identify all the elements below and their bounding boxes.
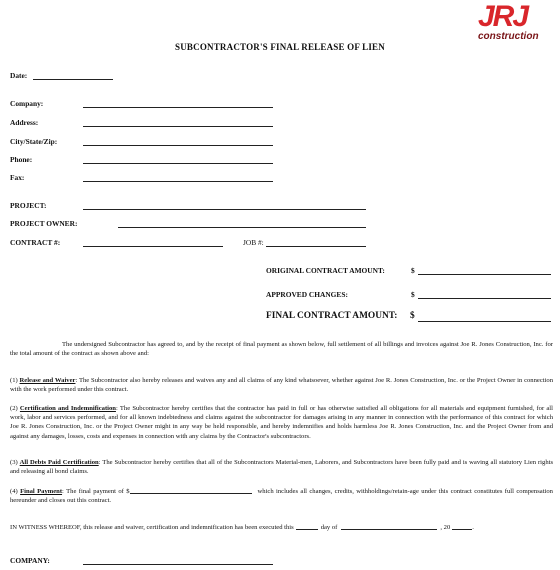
witness-day-of: day of [320,524,338,531]
section-heading: All Debts Paid Certification [19,459,99,466]
contract-number-field[interactable] [83,246,223,247]
date-label: Date: [10,71,28,80]
final-contract-amount-label: FINAL CONTRACT AMOUNT: [266,311,398,321]
city-state-zip-label: City/State/Zip: [10,137,58,146]
approved-changes-label: APPROVED CHANGES: [266,290,348,299]
original-contract-amount-field[interactable] [418,274,551,275]
address-label: Address: [10,118,39,127]
project-owner-field[interactable] [118,227,366,228]
witness-statement [10,522,553,532]
company-field[interactable] [83,107,273,108]
section-heading: Certification and Indemnification [19,405,116,412]
intro-paragraph: The undersigned Subcontractor has agreed to, and by the receipt of final payment as shown below, full settlement of all billings and invoices against Joe R. Jones Construction, Inc. for the total amount of the contract as shown above and: [10,341,553,358]
job-number-field[interactable] [266,246,366,247]
project-owner-label: PROJECT OWNER: [10,219,78,228]
contract-number-label: CONTRACT #: [10,238,61,247]
original-contract-amount-label: ORIGINAL CONTRACT AMOUNT: [266,266,385,275]
project-label: PROJECT: [10,201,47,210]
section-certification-indemnification [10,404,553,441]
city-state-zip-field[interactable] [83,145,273,146]
section-body: : The Subcontractor hereby certifies that all of the Subcontractors Material-men, Laborers, and Subcontractors have been fully paid and is waving all statutory Lien rights and releasing all bond claims. [10,459,554,476]
witness-year-prefix: , 20 [440,524,451,531]
date-field[interactable] [33,79,113,80]
witness-day-field[interactable] [296,522,318,530]
witness-text: IN WITNESS WHEREOF, this release and waiver, certification and indemnification has been executed this [10,524,294,531]
section-release-waiver [10,376,553,394]
company-label: Company: [10,99,44,108]
section-number: (1) [10,377,18,384]
footer-company-label: COMPANY: [10,556,50,565]
final-contract-amount-field[interactable] [418,321,551,322]
section-body: : The Subcontractor hereby certifies that the contractor has paid in full or has otherwise satisfied all obligations for all materials and equipment furnished, for all work, labor and services performed, and for all known indebtedness and claims against the subcontractor for damages arising in any manner in connection with the performance of this contract for which Joe R. Jones Construction, Inc. or the Project Owner might in any way be held responsible, and hereby indemnifies and holds harmless Joe R. Jones Construction, Inc. and the Project Owner from and against any damages, losses, costs and expenses in connection with any claims by the Contractor's subcontractors. [10,405,553,440]
company-logo: JRJ [478,0,528,33]
witness-period: . [472,524,474,531]
job-number-label: JOB #: [243,238,264,247]
footer-company-field[interactable] [83,564,273,565]
currency-sign: $ [411,266,415,275]
witness-year-field[interactable] [452,522,472,530]
final-payment-field[interactable] [130,486,252,494]
section-number: (2) [10,405,18,412]
section-heading: Final Payment [20,488,63,495]
section-body: : The final payment of $ [62,488,130,495]
company-logo-subtitle: construction [478,31,539,42]
phone-label: Phone: [10,155,33,164]
fax-label: Fax: [10,173,25,182]
address-field[interactable] [83,126,273,127]
currency-sign: $ [411,290,415,299]
fax-field[interactable] [83,181,273,182]
currency-sign: $ [410,311,415,321]
approved-changes-field[interactable] [418,298,551,299]
phone-field[interactable] [83,163,273,164]
witness-month-field[interactable] [341,522,437,530]
section-all-debts-paid [10,458,553,476]
document-title: SUBCONTRACTOR'S FINAL RELEASE OF LIEN [175,42,385,52]
section-body: : The Subcontractor also hereby releases and waives any and all claims of any kind whatsoever, whether against Joe R. Jones Construction, Inc. or the Project Owner in connection with the work performed under this contract. [10,377,553,394]
section-heading: Release and Waiver [19,377,76,384]
section-body: which includes all changes, credits, withholdings/retain-age under this contract constitutes full compensation hereunder and closes out this contract. [10,488,553,505]
section-number: (3) [10,459,18,466]
section-number: (4) [10,488,18,495]
project-field[interactable] [83,209,366,210]
section-final-payment [10,486,553,505]
